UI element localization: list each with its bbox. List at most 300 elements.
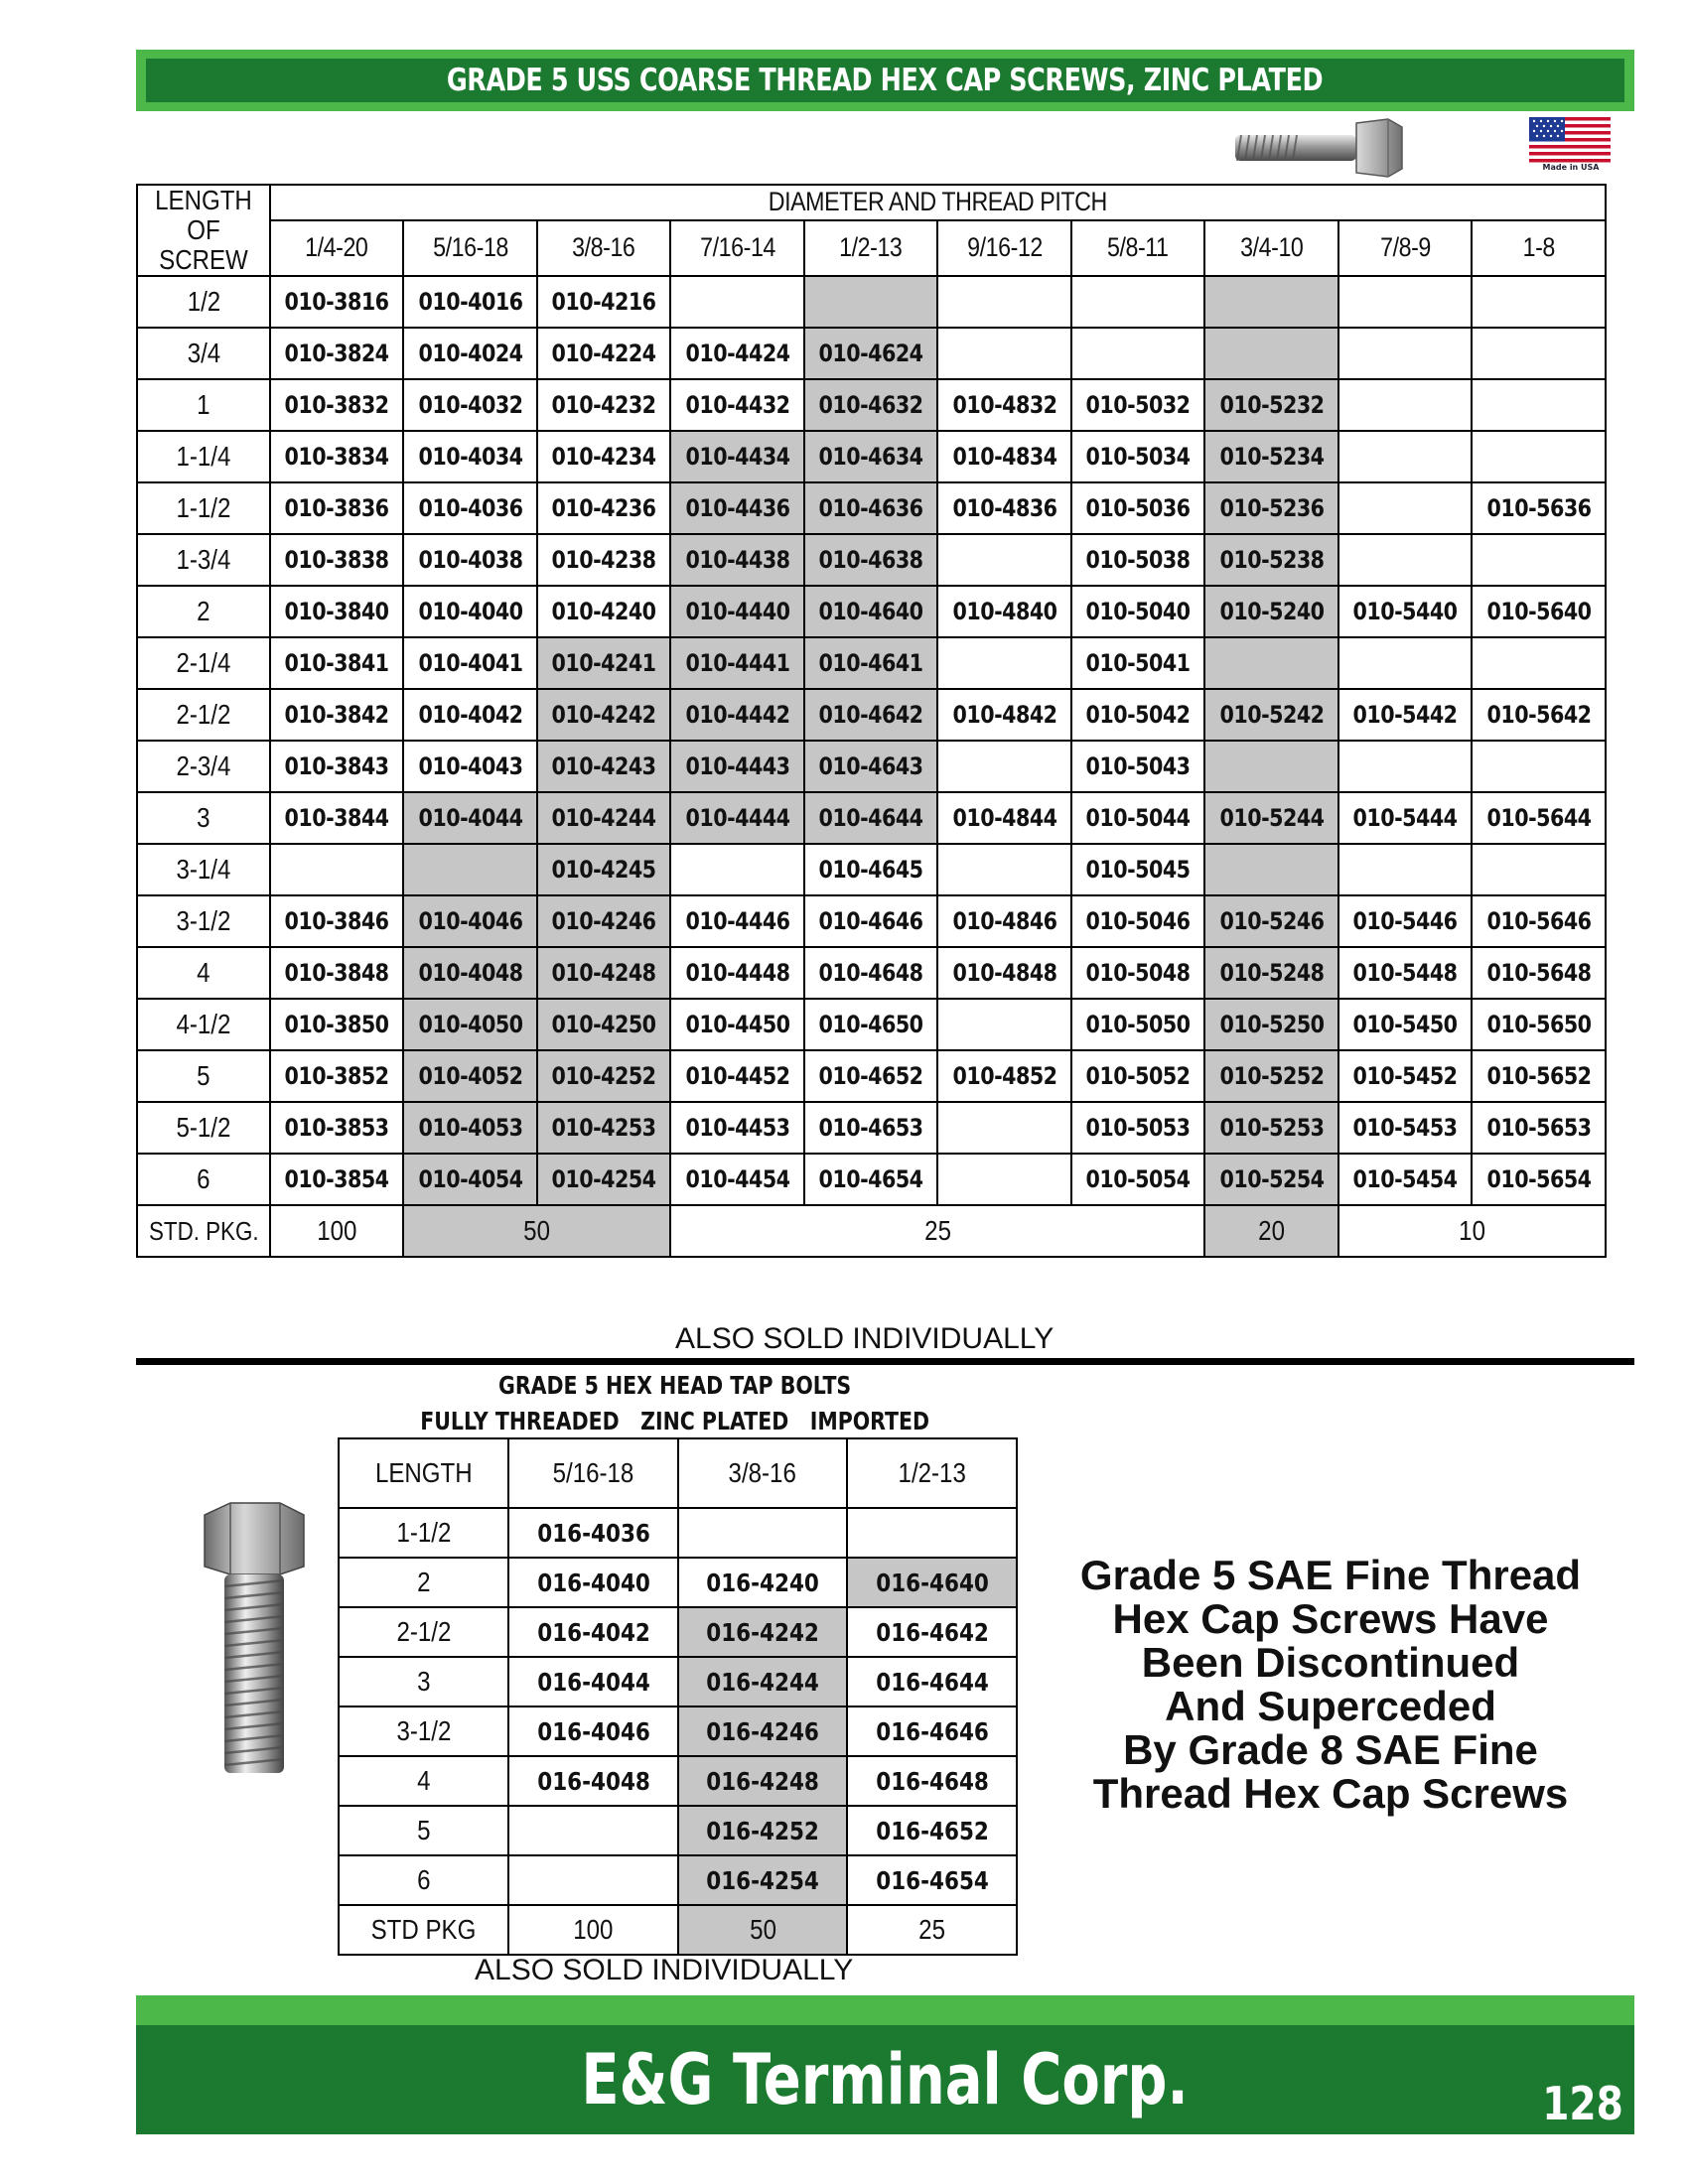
std-pkg-quantity: 25 [918, 1914, 946, 1945]
part-number: 010-5442 [1352, 701, 1458, 729]
part-number: 010-4245 [551, 856, 656, 884]
notice-line: Grade 5 SAE Fine Thread [1079, 1552, 1582, 1598]
std-pkg-quantity: 50 [749, 1914, 776, 1945]
part-number: 010-5036 [1085, 494, 1191, 522]
part-number: 010-3816 [284, 288, 389, 316]
part-number: 010-5453 [1352, 1114, 1458, 1142]
part-number-cell [1338, 1050, 1473, 1102]
tap-bolt-table [338, 1437, 1018, 1956]
tap-bolt-diameter-header [508, 1438, 678, 1508]
diameter-column-header [403, 220, 537, 276]
header-banner-inner [146, 59, 1624, 102]
length-cell [137, 999, 270, 1050]
part-number: 010-5454 [1352, 1165, 1458, 1193]
part-number: 016-4646 [875, 1716, 989, 1746]
part-number: 010-4248 [551, 959, 656, 987]
part-number-cell [1204, 637, 1338, 689]
length-value: 1/2 [187, 286, 220, 317]
part-number: 010-4043 [418, 752, 523, 780]
notice-line: Been Discontinued [1141, 1639, 1520, 1686]
part-number-cell [1338, 792, 1473, 844]
part-number: 010-5236 [1219, 494, 1325, 522]
part-number: 010-4650 [818, 1011, 923, 1038]
part-number: 010-5043 [1085, 752, 1191, 780]
part-number-cell [508, 1756, 678, 1806]
part-number-cell [670, 844, 804, 895]
part-number-cell [1204, 895, 1338, 947]
part-number: 010-4242 [551, 701, 656, 729]
part-number: 010-5653 [1486, 1114, 1592, 1142]
part-number-cell [937, 379, 1071, 431]
length-value: 2-1/2 [176, 699, 231, 730]
part-number-cell [670, 895, 804, 947]
length-cell [137, 895, 270, 947]
part-number-cell [678, 1855, 848, 1905]
part-number: 010-4638 [818, 546, 923, 574]
length-cell [339, 1558, 508, 1607]
part-number: 010-5050 [1085, 1011, 1191, 1038]
diameter-column-header [1472, 220, 1606, 276]
hex-cap-screw-image [1231, 117, 1405, 179]
part-number-cell [508, 1508, 678, 1558]
part-number-cell [678, 1607, 848, 1657]
part-number-cell [847, 1756, 1017, 1806]
length-value: 4 [197, 957, 211, 988]
length-cell [137, 586, 270, 637]
part-number: 010-5046 [1085, 907, 1191, 935]
part-number-cell [508, 1706, 678, 1756]
diameter-label: 1/2-13 [898, 1457, 966, 1488]
part-number: 010-3853 [284, 1114, 389, 1142]
part-number-cell [1071, 1050, 1205, 1102]
part-number: 016-4652 [875, 1816, 989, 1845]
tap-bolt-table-body [339, 1438, 1017, 1955]
length-cell [339, 1855, 508, 1905]
part-number-cell [937, 999, 1071, 1050]
part-number-cell [1338, 276, 1473, 328]
length-header-line: OF [187, 214, 220, 245]
part-number: 010-4244 [551, 804, 656, 832]
part-number-cell [1338, 844, 1473, 895]
tap-bolt-diameter-header [847, 1438, 1017, 1508]
part-number-cell [804, 1154, 938, 1205]
part-number-cell [670, 328, 804, 379]
part-number: 010-5254 [1219, 1165, 1325, 1193]
part-number: 010-4016 [418, 288, 523, 316]
company-name-text: E&G Terminal Corp. [581, 2039, 1190, 2120]
part-number: 010-5646 [1486, 907, 1592, 935]
diameter-column-header [1071, 220, 1205, 276]
part-number: 010-5041 [1085, 649, 1191, 677]
part-number: 010-5452 [1352, 1062, 1458, 1090]
part-number-cell [1338, 999, 1473, 1050]
part-number: 010-5252 [1219, 1062, 1325, 1090]
part-number-cell [937, 947, 1071, 999]
diameter-pitch-header [270, 185, 1606, 220]
part-number: 010-4034 [418, 443, 523, 471]
part-number-cell [1071, 792, 1205, 844]
part-number-cell [1338, 431, 1473, 482]
part-number: 010-5246 [1219, 907, 1325, 935]
part-number-cell [1071, 276, 1205, 328]
length-value: 2-3/4 [176, 751, 231, 781]
part-number: 010-3824 [284, 340, 389, 367]
part-number: 016-4248 [706, 1766, 820, 1796]
part-number-cell [1338, 482, 1473, 534]
table-row [137, 276, 1606, 328]
table-row [137, 792, 1606, 844]
part-number-cell [403, 637, 537, 689]
part-number: 010-4053 [418, 1114, 523, 1142]
part-number: 010-4036 [418, 494, 523, 522]
length-header-line: LENGTH [155, 185, 252, 215]
part-number-cell [270, 895, 404, 947]
diameter-column-header [670, 220, 804, 276]
part-number: 010-4842 [952, 701, 1057, 729]
part-number-cell [678, 1706, 848, 1756]
tap-bolt-title-line1: GRADE 5 HEX HEAD TAP BOLTS [498, 1371, 852, 1400]
part-number: 010-5240 [1219, 598, 1325, 625]
part-number-cell [1071, 379, 1205, 431]
part-number-cell [508, 1607, 678, 1657]
length-value: 5 [197, 1060, 211, 1091]
tap-bolt-image [201, 1499, 308, 1782]
std-pkg-row [137, 1205, 1606, 1257]
part-number: 016-4046 [536, 1716, 650, 1746]
part-number: 010-4254 [551, 1165, 656, 1193]
std-pkg-label-text: STD. PKG. [148, 1215, 259, 1246]
part-number-cell [537, 431, 671, 482]
tap-bolt-length-header [339, 1438, 508, 1508]
part-number-cell [678, 1558, 848, 1607]
part-number: 010-4640 [818, 598, 923, 625]
diameter-label: 1/2-13 [839, 232, 903, 263]
part-number: 010-4038 [418, 546, 523, 574]
diameter-label: 7/16-14 [699, 232, 775, 263]
part-number: 010-3832 [284, 391, 389, 419]
tap-bolt-title [338, 1368, 1013, 1439]
length-value: 2 [197, 596, 211, 626]
part-number: 010-5648 [1486, 959, 1592, 987]
part-number-cell [804, 482, 938, 534]
part-number-cell [403, 844, 537, 895]
part-number-cell [937, 844, 1071, 895]
part-number-cell [1338, 1154, 1473, 1205]
part-number: 010-4645 [818, 856, 923, 884]
std-pkg-row [339, 1905, 1017, 1955]
std-pkg-value [1338, 1205, 1606, 1257]
part-number-cell [537, 1102, 671, 1154]
part-number: 016-4642 [875, 1617, 989, 1647]
part-number-cell [678, 1756, 848, 1806]
part-number-cell [403, 689, 537, 741]
part-number-cell [1472, 1050, 1606, 1102]
std-pkg-value [270, 1205, 404, 1257]
diameter-row [137, 220, 1606, 276]
part-number-cell [1472, 844, 1606, 895]
part-number-cell [847, 1706, 1017, 1756]
length-cell [137, 844, 270, 895]
table-row [137, 1050, 1606, 1102]
length-cell [137, 431, 270, 482]
part-number: 010-3834 [284, 443, 389, 471]
part-number: 010-4424 [685, 340, 790, 367]
length-value: 2 [416, 1567, 431, 1597]
length-value: 3-1/4 [176, 854, 231, 885]
part-number: 010-4054 [418, 1165, 523, 1193]
part-number-cell [1204, 947, 1338, 999]
std-pkg-label [137, 1205, 270, 1257]
length-value: 1-3/4 [176, 544, 231, 575]
diameter-label: 3/4-10 [1240, 232, 1304, 263]
length-value: 6 [197, 1163, 211, 1194]
diameter-column-header [937, 220, 1071, 276]
length-cell [339, 1508, 508, 1558]
part-number-cell [537, 637, 671, 689]
part-number: 010-3850 [284, 1011, 389, 1038]
part-number-cell [270, 844, 404, 895]
std-pkg-label-text: STD PKG [370, 1914, 477, 1945]
tap-bolt-title-line2: FULLY THREADED ZINC PLATED IMPORTED [420, 1407, 930, 1435]
part-number-cell [403, 276, 537, 328]
table-row [137, 586, 1606, 637]
part-number: 010-4232 [551, 391, 656, 419]
part-number: 010-4453 [685, 1114, 790, 1142]
length-cell [137, 1102, 270, 1154]
part-number-cell [1071, 999, 1205, 1050]
diameter-column-header [270, 220, 404, 276]
part-number-cell [937, 328, 1071, 379]
part-number-cell [670, 431, 804, 482]
diameter-label: 5/8-11 [1107, 232, 1169, 263]
part-number-cell [1338, 586, 1473, 637]
part-number-cell [1204, 534, 1338, 586]
table-row [137, 999, 1606, 1050]
part-number-cell [804, 379, 938, 431]
length-cell [137, 1050, 270, 1102]
part-number-cell [804, 328, 938, 379]
part-number-cell [678, 1508, 848, 1558]
part-number: 010-4643 [818, 752, 923, 780]
part-number: 016-4640 [875, 1568, 989, 1597]
part-number: 010-5053 [1085, 1114, 1191, 1142]
diameter-label: 3/8-16 [572, 232, 635, 263]
part-number-cell [1472, 741, 1606, 792]
part-number-cell [804, 844, 938, 895]
part-number-cell [403, 328, 537, 379]
length-cell [137, 328, 270, 379]
part-number: 010-4632 [818, 391, 923, 419]
part-number: 010-5234 [1219, 443, 1325, 471]
footer-stripe [136, 1995, 1634, 2025]
part-number-cell [270, 689, 404, 741]
part-number-cell [804, 637, 938, 689]
part-number-cell [1338, 1102, 1473, 1154]
part-number-cell [1204, 431, 1338, 482]
part-number-cell [270, 1102, 404, 1154]
diameter-column-header [537, 220, 671, 276]
part-number: 010-4454 [685, 1165, 790, 1193]
part-number-cell [670, 276, 804, 328]
part-number-cell [270, 637, 404, 689]
part-number-cell [1472, 534, 1606, 586]
length-value: 2-1/4 [176, 647, 231, 678]
part-number-cell [537, 947, 671, 999]
part-number-cell [937, 792, 1071, 844]
part-number-cell [804, 276, 938, 328]
part-number: 010-3848 [284, 959, 389, 987]
std-pkg-quantity: 100 [573, 1914, 614, 1945]
part-number-cell [537, 534, 671, 586]
length-cell [339, 1806, 508, 1855]
std-pkg-value [847, 1905, 1017, 1955]
diameter-column-header [1204, 220, 1338, 276]
part-number-cell [1204, 844, 1338, 895]
table-row [137, 482, 1606, 534]
part-number: 010-5052 [1085, 1062, 1191, 1090]
part-number-cell [508, 1806, 678, 1855]
part-number-cell [1204, 741, 1338, 792]
part-number-cell [1338, 534, 1473, 586]
std-pkg-label [339, 1905, 508, 1955]
part-number: 010-5238 [1219, 546, 1325, 574]
cap-screw-table-body [137, 185, 1606, 1257]
part-number-cell [804, 1050, 938, 1102]
part-number: 010-5446 [1352, 907, 1458, 935]
part-number: 010-4450 [685, 1011, 790, 1038]
part-number-cell [403, 999, 537, 1050]
part-number-cell [937, 895, 1071, 947]
part-number-cell [537, 792, 671, 844]
length-value: 3-1/2 [176, 905, 231, 936]
part-number-cell [937, 1102, 1071, 1154]
part-number: 010-4634 [818, 443, 923, 471]
part-number: 010-4846 [952, 907, 1057, 935]
table-row [339, 1657, 1017, 1706]
part-number-cell [403, 482, 537, 534]
part-number: 010-5448 [1352, 959, 1458, 987]
part-number-cell [537, 741, 671, 792]
part-number: 010-5244 [1219, 804, 1325, 832]
diameter-column-header [1338, 220, 1473, 276]
table-row [137, 534, 1606, 586]
part-number: 010-5040 [1085, 598, 1191, 625]
length-value: 1-1/2 [396, 1517, 452, 1548]
table-row [137, 379, 1606, 431]
part-number-cell [1204, 1050, 1338, 1102]
part-number: 010-3841 [284, 649, 389, 677]
diameter-label: 7/8-9 [1379, 232, 1431, 263]
part-number: 010-5242 [1219, 701, 1325, 729]
part-number-cell [670, 1102, 804, 1154]
part-number: 010-5640 [1486, 598, 1592, 625]
std-pkg-quantity: 20 [1258, 1215, 1286, 1246]
part-number-cell [678, 1806, 848, 1855]
part-number-cell [670, 637, 804, 689]
part-number-cell [1472, 482, 1606, 534]
part-number: 010-4832 [952, 391, 1057, 419]
diameter-column-header [804, 220, 938, 276]
part-number-cell [847, 1806, 1017, 1855]
part-number: 010-4624 [818, 340, 923, 367]
part-number-cell [537, 1154, 671, 1205]
part-number: 016-4242 [706, 1617, 820, 1647]
table-row [137, 844, 1606, 895]
part-number: 010-4243 [551, 752, 656, 780]
part-number: 010-5636 [1486, 494, 1592, 522]
length-cell [339, 1706, 508, 1756]
length-value: 4 [416, 1765, 431, 1796]
length-value: 3 [416, 1666, 431, 1697]
part-number-cell [1071, 637, 1205, 689]
part-number-cell [403, 741, 537, 792]
diameter-label: 1/4-20 [305, 232, 368, 263]
part-number-cell [1071, 947, 1205, 999]
std-pkg-quantity: 25 [924, 1215, 951, 1246]
part-number-cell [937, 689, 1071, 741]
part-number: 010-4241 [551, 649, 656, 677]
table-row [137, 328, 1606, 379]
part-number-cell [670, 534, 804, 586]
part-number-cell [1472, 1102, 1606, 1154]
part-number: 010-5042 [1085, 701, 1191, 729]
part-number: 010-4452 [685, 1062, 790, 1090]
part-number: 010-4432 [685, 391, 790, 419]
part-number: 010-4042 [418, 701, 523, 729]
diameter-label: 5/16-18 [432, 232, 508, 263]
part-number: 010-4840 [952, 598, 1057, 625]
part-number-cell [937, 276, 1071, 328]
part-number-cell [937, 482, 1071, 534]
length-cell [137, 1154, 270, 1205]
std-pkg-value [403, 1205, 670, 1257]
part-number-cell [270, 276, 404, 328]
part-number: 010-4442 [685, 701, 790, 729]
part-number-cell [937, 1050, 1071, 1102]
part-number-cell [1071, 689, 1205, 741]
part-number: 010-4654 [818, 1165, 923, 1193]
part-number-cell [847, 1855, 1017, 1905]
part-number: 010-4446 [685, 907, 790, 935]
header-row [137, 185, 1606, 220]
part-number-cell [1071, 534, 1205, 586]
length-cell [339, 1607, 508, 1657]
part-number: 016-4654 [875, 1865, 989, 1895]
length-value: 6 [416, 1864, 431, 1895]
part-number: 010-4646 [818, 907, 923, 935]
part-number-cell [804, 689, 938, 741]
part-number-cell [937, 586, 1071, 637]
page-number-text: 128 [1542, 2077, 1623, 2130]
part-number: 016-4040 [536, 1568, 650, 1597]
table-row [137, 895, 1606, 947]
part-number: 016-4644 [875, 1667, 989, 1697]
part-number: 010-5044 [1085, 804, 1191, 832]
part-number: 010-5250 [1219, 1011, 1325, 1038]
part-number: 010-3844 [284, 804, 389, 832]
std-pkg-value [678, 1905, 848, 1955]
part-number-cell [1472, 947, 1606, 999]
part-number-cell [1071, 895, 1205, 947]
length-cell [137, 637, 270, 689]
part-number: 010-3842 [284, 701, 389, 729]
part-number: 010-4441 [685, 649, 790, 677]
part-number: 010-5034 [1085, 443, 1191, 471]
part-number-cell [804, 586, 938, 637]
part-number-cell [1338, 947, 1473, 999]
part-number: 010-4236 [551, 494, 656, 522]
part-number-cell [403, 431, 537, 482]
